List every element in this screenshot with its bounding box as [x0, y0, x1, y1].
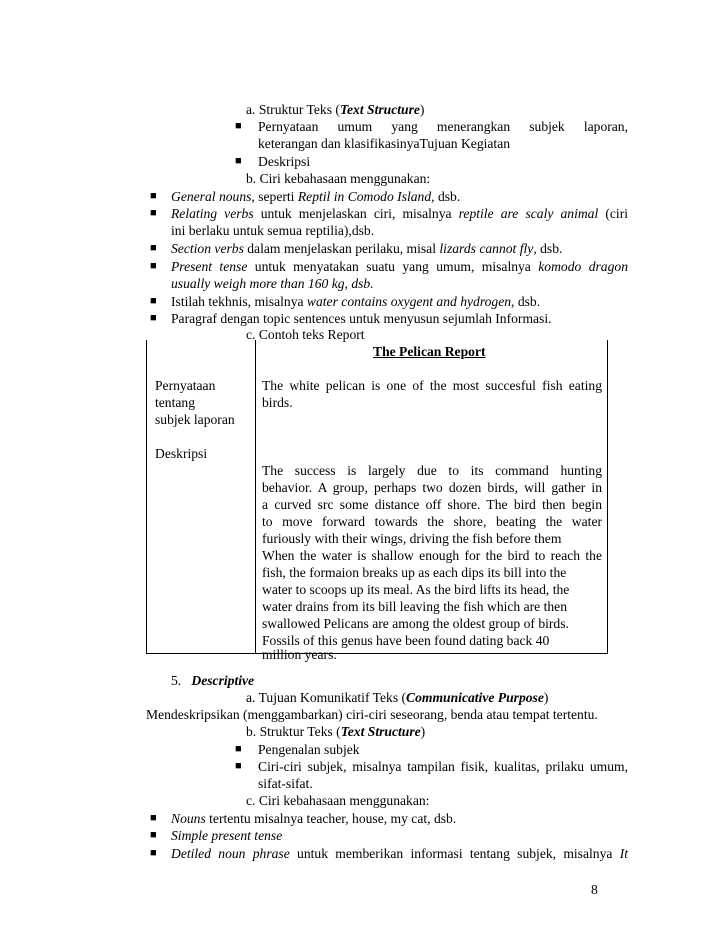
- text-structure-heading: b. Struktur Teks (Text Structure): [246, 724, 426, 739]
- feature-general-nouns: General nouns, seperti Reptil in Comodo Island, dsb.: [171, 189, 461, 204]
- bullet-icon: ■: [150, 829, 157, 841]
- table-column-divider: [255, 340, 256, 653]
- statement-line: birds.: [262, 395, 293, 410]
- report-title: The Pelican Report: [373, 344, 486, 359]
- section-5-heading: 5. Descriptive: [171, 673, 255, 688]
- purpose-text: Mendeskripsikan (menggambarkan) ciri-ciri seseorang, benda atau tempat tertentu.: [146, 707, 598, 722]
- bullet-icon: ■: [150, 260, 157, 272]
- label-description: Deskripsi: [155, 446, 208, 461]
- description-line: a curved src some distance off shore. The bird then begin: [262, 497, 602, 512]
- feature-relating-verbs-cont: ini berlaku untuk semua reptilia),dsb.: [171, 223, 375, 238]
- page-number: 8: [591, 882, 598, 897]
- description-line: The success is largely due to its command hunting: [262, 463, 602, 478]
- description-line: furiously with their wings, driving the fish before them: [262, 531, 562, 546]
- bullet-icon: ■: [150, 295, 157, 307]
- bullet-icon: ■: [235, 120, 242, 132]
- description-line: When the water is shallow enough for the bird to reach the: [262, 548, 602, 563]
- bullet-icon: ■: [150, 812, 157, 824]
- bullet-icon: ■: [235, 155, 242, 167]
- example-text-heading: c. Contoh teks Report: [246, 327, 365, 342]
- feature-noun-phrase: Detiled noun phrase untuk memberikan informasi tentang subjek, misalnya It: [171, 846, 628, 861]
- description-line: million years.: [262, 647, 337, 662]
- description-line: Fossils of this genus have been found dating back 40: [262, 633, 550, 648]
- bullet-icon: ■: [150, 190, 157, 202]
- description-line: swallowed Pelicans are among the oldest group of birds.: [262, 616, 569, 631]
- description-line: to move forward towards the shore, beating the water: [262, 514, 602, 529]
- feature-relating-verbs: Relating verbs untuk menjelaskan ciri, misalnya reptile are scaly animal (ciri: [171, 206, 628, 221]
- description-line: water to scoops up its meal. As the bird lifts its head, the: [262, 582, 570, 597]
- description-line: water drains from its bill leaving the fish which are then: [262, 599, 568, 614]
- struct-item-introduction: Pengenalan subjek: [258, 742, 360, 757]
- description-line: behavior. A group, perhaps two dozen birds, will gather in: [262, 480, 602, 495]
- feature-present-tense-cont: usually weigh more than 160 kg, dsb.: [171, 276, 374, 291]
- feature-section-verbs: Section verbs dalam menjelaskan perilaku, misal lizards cannot fly, dsb.: [171, 241, 563, 256]
- language-features-heading: b. Ciri kebahasaan menggunakan:: [246, 171, 431, 186]
- description-line: fish, the formaion breaks up as each dips its bill into the: [262, 565, 567, 580]
- struct-text-heading: a. Struktur Teks (Text Structure): [246, 102, 425, 117]
- bullet-icon: ■: [150, 847, 157, 859]
- language-features-heading-5: c. Ciri kebahasaan menggunakan:: [246, 793, 430, 808]
- struct-item-description: Deskripsi: [258, 154, 311, 169]
- struct-item-general-statement: Pernyataan umum yang menerangkan subjek laporan,: [258, 119, 628, 134]
- bullet-icon: ■: [150, 312, 157, 324]
- bullet-icon: ■: [150, 207, 157, 219]
- bullet-icon: ■: [150, 242, 157, 254]
- label-statement-2: tentang: [155, 395, 196, 410]
- struct-item-general-statement-cont: keterangan dan klasifikasinyaTujuan Kegiatan: [258, 136, 511, 151]
- feature-present-tense: Present tense untuk menyatakan suatu yang umum, misalnya komodo dragon: [171, 259, 628, 274]
- feature-nouns: Nouns tertentu misalnya teacher, house, my cat, dsb.: [171, 811, 457, 826]
- statement-line: The white pelican is one of the most succesful fish eating: [262, 378, 602, 393]
- bullet-icon: ■: [235, 760, 242, 772]
- feature-simple-present: Simple present tense: [171, 828, 283, 843]
- struct-item-characteristics-cont: sifat-sifat.: [258, 776, 313, 791]
- bullet-icon: ■: [235, 743, 242, 755]
- label-statement-3: subjek laporan: [155, 412, 235, 427]
- communicative-purpose-heading: a. Tujuan Komunikatif Teks (Communicative Purpose): [246, 690, 549, 705]
- feature-topic-sentences: Paragraf dengan topic sentences untuk menyusun sejumlah Informasi.: [171, 311, 552, 326]
- feature-technical-terms: Istilah tekhnis, misalnya water contains oxygent and hydrogen, dsb.: [171, 294, 541, 309]
- struct-item-characteristics: Ciri-ciri subjek, misalnya tampilan fisik, kualitas, prilaku umum,: [258, 759, 628, 774]
- label-statement-1: Pernyataan: [155, 378, 216, 393]
